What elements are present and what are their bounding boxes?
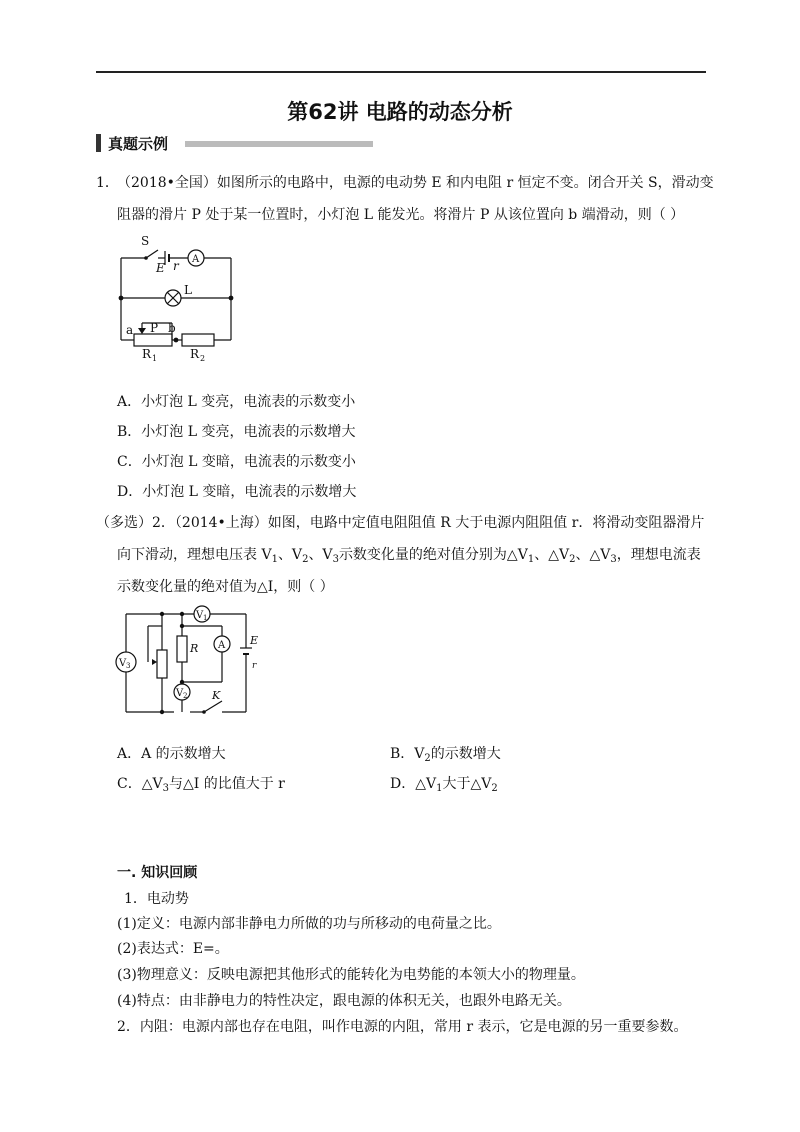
label-R: R — [190, 642, 199, 655]
knowledge-item: (3)物理意义：反映电源把其他形式的能转化为电势能的本领大小的物理量。 — [117, 967, 585, 983]
label-R1: R — [142, 347, 152, 361]
q2-option-c: C．$\triangle V_3$与△I 的比值大于 r — [117, 776, 285, 794]
label-P: P — [150, 321, 159, 335]
label-S: S — [141, 234, 150, 248]
section-marker — [96, 134, 101, 152]
label-r2: r — [252, 661, 257, 671]
label-V3: V — [119, 658, 127, 669]
knowledge-item: 2．内阻：电源内部也存在电阻，叫作电源的内阻，常用 r 表示，它是电源的另一重要参数。 — [117, 1019, 688, 1035]
page-title: 第62讲 电路的动态分析 — [287, 100, 513, 124]
label-E: E — [156, 261, 165, 275]
q2-circuit-diagram — [108, 602, 268, 720]
section-heading: 真题示例 — [108, 135, 169, 153]
q2-line3: 示数变化量的绝对值为△I，则（ ） — [117, 579, 334, 595]
label-b: b — [168, 321, 176, 335]
q1-option-c: C．小灯泡 L 变暗，电流表的示数变小 — [117, 454, 356, 470]
q1-option-d: D．小灯泡 L 变暗，电流表的示数增大 — [117, 484, 357, 500]
q1-line2: 阻器的滑片 P 处于某一位置时，小灯泡 L 能发光。将滑片 P 从该位置向 b 端滑动，则（ ） — [117, 207, 685, 223]
label-V2: V — [176, 688, 184, 699]
q2-line1: （多选）2．（2014•上海）如图，电路中定值电阻阻值 R 大于电源内阻阻值 r．将滑动变阻器滑片 — [96, 515, 705, 531]
label-K: K — [212, 689, 221, 702]
q2-line2: 向下滑动，理想电压表 $V_1$、$V_2$、$V_3$示数变化量的绝对值分别为$\triangle V_1$、$\triangle V_2$、$\triangle V_3$，理想电流表 — [117, 547, 701, 565]
label-E2: E — [250, 634, 259, 647]
q1-option-b: B．小灯泡 L 变亮，电流表的示数增大 — [117, 424, 356, 440]
label-V1: V — [196, 610, 204, 621]
label-A2: A — [218, 640, 226, 651]
label-R2-sub: 2 — [200, 354, 206, 363]
q1-number: 1． — [96, 175, 119, 191]
knowledge-heading: 一. 知识回顾 — [117, 865, 198, 881]
label-R1-sub: 1 — [152, 354, 158, 363]
q2-option-a: A．A 的示数增大 — [117, 746, 226, 762]
label-A: A — [192, 254, 200, 265]
q1-line1: （2018•全国）如图所示的电路中，电源的电动势 E 和内电阻 r 恒定不变。闭合开关 S，滑动变 — [117, 175, 714, 191]
top-rule — [96, 71, 706, 73]
label-L: L — [184, 283, 192, 297]
label-a: a — [126, 323, 134, 337]
q1-circuit-diagram — [112, 230, 242, 370]
q1-option-a: A．小灯泡 L 变亮，电流表的示数变小 — [117, 394, 356, 410]
q2-option-b: B．$V_2$的示数增大 — [390, 746, 501, 764]
knowledge-item: 1．电动势 — [124, 891, 189, 907]
knowledge-item: (4)特点：由非静电力的特性决定，跟电源的体积无关，也跟外电路无关。 — [117, 993, 571, 1009]
section-underline — [185, 141, 373, 147]
label-r: r — [173, 259, 179, 273]
label-V3-sub: 3 — [126, 662, 131, 670]
q2-option-d: D．$\triangle V_1$大于$\triangle V_2$ — [390, 776, 498, 794]
label-V2-sub: 2 — [183, 692, 188, 700]
label-R2: R — [190, 347, 200, 361]
label-V1-sub: 1 — [203, 614, 208, 622]
knowledge-item: (1)定义：电源内部非静电力所做的功与所移动的电荷量之比。 — [117, 916, 501, 932]
knowledge-item: (2)表达式：E=。 — [117, 941, 229, 957]
